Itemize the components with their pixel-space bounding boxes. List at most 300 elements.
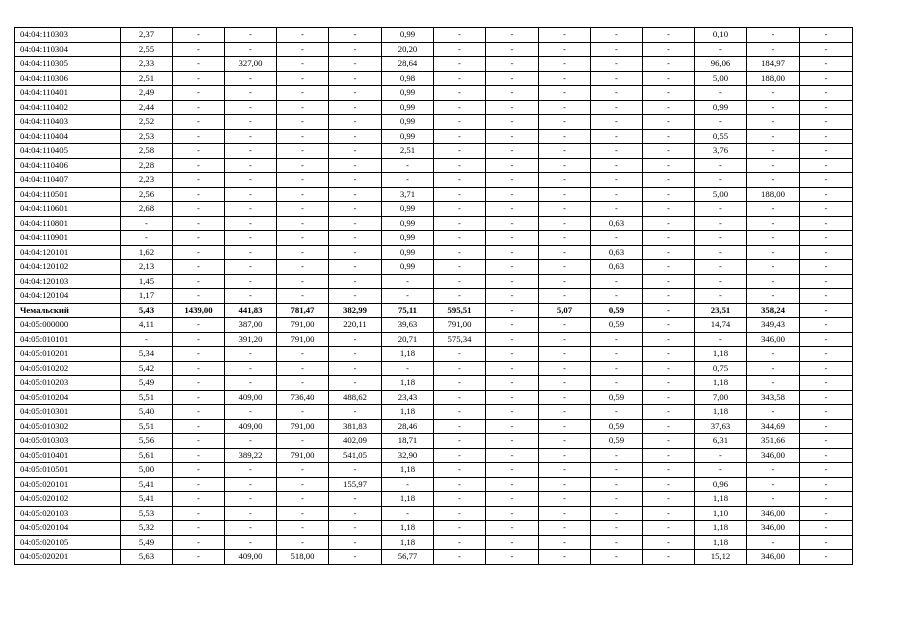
row-code-cell: 04:04:110303 (15, 28, 121, 43)
value-cell: - (329, 231, 382, 246)
value-cell: - (643, 260, 695, 275)
value-cell: 5,00 (121, 463, 173, 478)
value-cell: - (382, 158, 434, 173)
value-cell: - (591, 115, 643, 130)
value-cell: - (486, 129, 539, 144)
value-cell: - (329, 289, 382, 304)
value-cell: - (173, 216, 225, 231)
value-cell: - (643, 216, 695, 231)
value-cell: - (800, 303, 853, 318)
value-cell: - (329, 535, 382, 550)
value-cell: - (173, 463, 225, 478)
value-cell: - (329, 57, 382, 72)
value-cell: 220,11 (329, 318, 382, 333)
value-cell: 2,58 (121, 144, 173, 159)
value-cell: - (643, 550, 695, 565)
value-cell: - (539, 289, 591, 304)
value-cell: 351,66 (747, 434, 800, 449)
value-cell: - (539, 448, 591, 463)
value-cell: - (486, 492, 539, 507)
value-cell: - (277, 42, 329, 57)
value-cell: - (486, 173, 539, 188)
row-code-cell: 04:05:020102 (15, 492, 121, 507)
value-cell: - (329, 216, 382, 231)
value-cell: - (277, 477, 329, 492)
row-code-cell: 04:05:010201 (15, 347, 121, 362)
value-cell: - (277, 492, 329, 507)
value-cell: - (173, 535, 225, 550)
value-cell: - (800, 260, 853, 275)
value-cell: 1,18 (695, 492, 747, 507)
value-cell: 791,00 (277, 318, 329, 333)
value-cell: 23,51 (695, 303, 747, 318)
value-cell: - (329, 274, 382, 289)
value-cell: - (277, 506, 329, 521)
value-cell: 0,96 (695, 477, 747, 492)
value-cell: - (225, 477, 277, 492)
value-cell: - (695, 231, 747, 246)
value-cell: - (747, 86, 800, 101)
value-cell: - (277, 57, 329, 72)
value-cell: - (643, 144, 695, 159)
value-cell: - (643, 361, 695, 376)
table-row (15, 463, 853, 478)
value-cell: 0,59 (591, 419, 643, 434)
value-cell: - (486, 318, 539, 333)
value-cell: - (277, 187, 329, 202)
value-cell: - (434, 245, 486, 260)
value-cell: - (173, 245, 225, 260)
value-cell: - (277, 158, 329, 173)
value-cell: 0,75 (695, 361, 747, 376)
value-cell: 382,99 (329, 303, 382, 318)
value-cell: - (800, 492, 853, 507)
table-row-subtotal (15, 303, 853, 318)
value-cell: 0,59 (591, 434, 643, 449)
value-cell: - (695, 448, 747, 463)
value-cell: - (539, 405, 591, 420)
value-cell: 0,99 (382, 231, 434, 246)
value-cell: - (643, 173, 695, 188)
table-row (15, 376, 853, 391)
value-cell: - (591, 202, 643, 217)
value-cell: - (225, 274, 277, 289)
value-cell: - (329, 115, 382, 130)
value-cell: - (329, 129, 382, 144)
table-row (15, 202, 853, 217)
row-code-cell: 04:05:010301 (15, 405, 121, 420)
value-cell: - (591, 535, 643, 550)
value-cell: - (747, 535, 800, 550)
value-cell: 358,24 (747, 303, 800, 318)
value-cell: - (277, 260, 329, 275)
value-cell: - (329, 245, 382, 260)
table-row (15, 550, 853, 565)
row-code-cell: 04:04:110405 (15, 144, 121, 159)
value-cell: - (173, 28, 225, 43)
table-row (15, 57, 853, 72)
value-cell: - (434, 216, 486, 231)
row-code-cell: 04:05:020105 (15, 535, 121, 550)
value-cell: - (747, 42, 800, 57)
table-row (15, 535, 853, 550)
value-cell: 28,46 (382, 419, 434, 434)
value-cell: - (800, 376, 853, 391)
value-cell: - (591, 57, 643, 72)
value-cell: - (643, 115, 695, 130)
value-cell: - (486, 274, 539, 289)
value-cell: - (225, 144, 277, 159)
value-cell: - (225, 347, 277, 362)
value-cell: - (643, 231, 695, 246)
value-cell: - (800, 419, 853, 434)
row-code-cell: 04:05:010302 (15, 419, 121, 434)
table-row (15, 434, 853, 449)
value-cell: - (539, 492, 591, 507)
value-cell: - (643, 463, 695, 478)
value-cell: 0,99 (382, 86, 434, 101)
value-cell: - (434, 521, 486, 536)
value-cell: - (486, 521, 539, 536)
value-cell: 409,00 (225, 390, 277, 405)
value-cell: - (225, 173, 277, 188)
value-cell: - (539, 535, 591, 550)
value-cell: 0,63 (591, 216, 643, 231)
value-cell: - (486, 42, 539, 57)
value-cell: 488,62 (329, 390, 382, 405)
value-cell: - (643, 477, 695, 492)
value-cell: - (747, 231, 800, 246)
value-cell: - (643, 448, 695, 463)
value-cell: - (591, 158, 643, 173)
row-code-cell: 04:04:120103 (15, 274, 121, 289)
value-cell: - (800, 144, 853, 159)
value-cell: - (643, 492, 695, 507)
value-cell: - (434, 100, 486, 115)
table-row (15, 231, 853, 246)
value-cell: 518,00 (277, 550, 329, 565)
value-cell: - (434, 274, 486, 289)
table-row (15, 318, 853, 333)
value-cell: - (486, 434, 539, 449)
value-cell: - (539, 144, 591, 159)
value-cell: - (329, 100, 382, 115)
value-cell: 0,99 (695, 100, 747, 115)
table-row (15, 71, 853, 86)
value-cell: - (747, 245, 800, 260)
value-cell: - (695, 216, 747, 231)
value-cell: - (695, 173, 747, 188)
value-cell: 155,97 (329, 477, 382, 492)
value-cell: 7,00 (695, 390, 747, 405)
value-cell: 575,34 (434, 332, 486, 347)
value-cell: 1,18 (382, 463, 434, 478)
value-cell: - (695, 260, 747, 275)
value-cell: 0,59 (591, 390, 643, 405)
value-cell: - (434, 434, 486, 449)
value-cell: 0,99 (382, 129, 434, 144)
value-cell: - (539, 115, 591, 130)
value-cell: - (695, 274, 747, 289)
value-cell: 1,18 (382, 405, 434, 420)
value-cell: - (643, 274, 695, 289)
value-cell: - (695, 86, 747, 101)
value-cell: - (643, 521, 695, 536)
value-cell: - (329, 405, 382, 420)
value-cell: - (695, 289, 747, 304)
value-cell: - (486, 202, 539, 217)
value-cell: 2,23 (121, 173, 173, 188)
value-cell: 791,00 (277, 332, 329, 347)
value-cell: - (800, 187, 853, 202)
value-cell: - (591, 347, 643, 362)
value-cell: - (643, 100, 695, 115)
value-cell: - (747, 405, 800, 420)
value-cell: 791,00 (434, 318, 486, 333)
value-cell: - (173, 318, 225, 333)
value-cell: - (800, 289, 853, 304)
value-cell: 56,77 (382, 550, 434, 565)
table-row (15, 521, 853, 536)
value-cell: - (173, 231, 225, 246)
value-cell: - (747, 115, 800, 130)
value-cell: - (277, 347, 329, 362)
value-cell: - (539, 506, 591, 521)
value-cell: - (800, 448, 853, 463)
value-cell: - (643, 289, 695, 304)
value-cell: - (277, 245, 329, 260)
value-cell: 18,71 (382, 434, 434, 449)
value-cell: - (486, 115, 539, 130)
value-cell: - (277, 129, 329, 144)
value-cell: 409,00 (225, 550, 277, 565)
table-row (15, 260, 853, 275)
value-cell: 346,00 (747, 332, 800, 347)
value-cell: - (225, 492, 277, 507)
row-code-cell: 04:04:110601 (15, 202, 121, 217)
value-cell: - (747, 216, 800, 231)
value-cell: - (695, 332, 747, 347)
value-cell: - (329, 347, 382, 362)
value-cell: 0,98 (382, 71, 434, 86)
value-cell: - (747, 260, 800, 275)
value-cell: 1,18 (695, 521, 747, 536)
value-cell: - (486, 289, 539, 304)
row-code-cell: 04:05:020101 (15, 477, 121, 492)
value-cell: 2,68 (121, 202, 173, 217)
value-cell: - (486, 361, 539, 376)
row-code-cell: 04:04:110401 (15, 86, 121, 101)
value-cell: - (800, 390, 853, 405)
value-cell: 5,43 (121, 303, 173, 318)
value-cell: 5,61 (121, 448, 173, 463)
table-row (15, 506, 853, 521)
value-cell: 2,55 (121, 42, 173, 57)
value-cell: 349,43 (747, 318, 800, 333)
value-cell: - (643, 158, 695, 173)
value-cell: - (591, 521, 643, 536)
value-cell: - (800, 202, 853, 217)
value-cell: 2,37 (121, 28, 173, 43)
table-row (15, 347, 853, 362)
value-cell: - (434, 463, 486, 478)
value-cell: - (329, 28, 382, 43)
value-cell: - (539, 245, 591, 260)
value-cell: - (225, 202, 277, 217)
value-cell: - (539, 550, 591, 565)
value-cell: 781,47 (277, 303, 329, 318)
value-cell: 387,00 (225, 318, 277, 333)
value-cell: - (539, 347, 591, 362)
row-code-cell: 04:04:110406 (15, 158, 121, 173)
value-cell: - (173, 202, 225, 217)
value-cell: - (643, 57, 695, 72)
value-cell: - (800, 332, 853, 347)
value-cell: - (539, 216, 591, 231)
value-cell: - (800, 347, 853, 362)
table-row (15, 332, 853, 347)
value-cell: - (173, 405, 225, 420)
value-cell: 15,12 (695, 550, 747, 565)
value-cell: 188,00 (747, 71, 800, 86)
value-cell: - (591, 361, 643, 376)
value-cell: - (225, 535, 277, 550)
value-cell: 409,00 (225, 419, 277, 434)
value-cell: - (225, 158, 277, 173)
value-cell: - (747, 376, 800, 391)
value-cell: - (173, 550, 225, 565)
value-cell: - (591, 376, 643, 391)
value-cell: - (591, 463, 643, 478)
table-row (15, 216, 853, 231)
value-cell: - (800, 129, 853, 144)
value-cell: - (695, 158, 747, 173)
row-code-cell: 04:04:110407 (15, 173, 121, 188)
value-cell: - (800, 521, 853, 536)
value-cell: 5,63 (121, 550, 173, 565)
value-cell: - (277, 405, 329, 420)
value-cell: - (225, 289, 277, 304)
value-cell: - (277, 100, 329, 115)
value-cell: - (277, 361, 329, 376)
value-cell: - (800, 463, 853, 478)
table-row (15, 405, 853, 420)
value-cell: - (643, 303, 695, 318)
value-cell: - (539, 521, 591, 536)
value-cell: 14,74 (695, 318, 747, 333)
value-cell: - (591, 506, 643, 521)
value-cell: - (173, 86, 225, 101)
value-cell: - (486, 260, 539, 275)
value-cell: - (434, 144, 486, 159)
value-cell: - (173, 521, 225, 536)
value-cell: - (277, 28, 329, 43)
value-cell: - (173, 419, 225, 434)
value-cell: - (225, 216, 277, 231)
value-cell: - (277, 202, 329, 217)
table-row (15, 448, 853, 463)
value-cell: - (225, 187, 277, 202)
value-cell: - (225, 245, 277, 260)
value-cell: 2,51 (121, 71, 173, 86)
value-cell: - (591, 477, 643, 492)
value-cell: 391,20 (225, 332, 277, 347)
value-cell: - (643, 86, 695, 101)
value-cell: - (225, 434, 277, 449)
value-cell: - (434, 376, 486, 391)
value-cell: 2,13 (121, 260, 173, 275)
value-cell: 389,22 (225, 448, 277, 463)
value-cell: - (486, 347, 539, 362)
value-cell: - (643, 318, 695, 333)
value-cell: - (486, 100, 539, 115)
value-cell: 5,49 (121, 535, 173, 550)
value-cell: - (486, 405, 539, 420)
value-cell: 23,43 (382, 390, 434, 405)
value-cell: - (277, 216, 329, 231)
value-cell: 2,56 (121, 187, 173, 202)
value-cell: - (539, 57, 591, 72)
value-cell: - (434, 158, 486, 173)
value-cell: 381,83 (329, 419, 382, 434)
value-cell: - (434, 361, 486, 376)
value-cell: - (747, 463, 800, 478)
value-cell: - (747, 289, 800, 304)
value-cell: - (800, 173, 853, 188)
value-cell: - (539, 100, 591, 115)
value-cell: - (643, 506, 695, 521)
value-cell: 20,71 (382, 332, 434, 347)
row-code-cell: 04:05:020104 (15, 521, 121, 536)
row-code-cell: 04:04:110305 (15, 57, 121, 72)
value-cell: - (173, 158, 225, 173)
value-cell: - (800, 535, 853, 550)
value-cell: - (486, 144, 539, 159)
value-cell: - (434, 419, 486, 434)
value-cell: - (434, 347, 486, 362)
value-cell: - (539, 463, 591, 478)
value-cell: 1,62 (121, 245, 173, 260)
value-cell: - (173, 144, 225, 159)
value-cell: - (800, 434, 853, 449)
value-cell: 1439,00 (173, 303, 225, 318)
row-code-cell: Чемальский (15, 303, 121, 318)
value-cell: 5,00 (695, 71, 747, 86)
table-body (15, 28, 853, 565)
value-cell: - (329, 42, 382, 57)
value-cell: - (434, 129, 486, 144)
value-cell: - (434, 86, 486, 101)
value-cell: - (277, 115, 329, 130)
row-code-cell: 04:04:110901 (15, 231, 121, 246)
value-cell: - (434, 115, 486, 130)
value-cell: - (539, 274, 591, 289)
value-cell: - (277, 274, 329, 289)
value-cell: - (643, 332, 695, 347)
value-cell: - (173, 506, 225, 521)
value-cell: - (173, 71, 225, 86)
value-cell: - (173, 100, 225, 115)
value-cell: - (434, 42, 486, 57)
value-cell: - (539, 361, 591, 376)
value-cell: - (329, 86, 382, 101)
table-row (15, 86, 853, 101)
value-cell: - (382, 361, 434, 376)
value-cell: - (329, 71, 382, 86)
value-cell: 5,41 (121, 492, 173, 507)
value-cell: - (800, 71, 853, 86)
value-cell: - (591, 86, 643, 101)
